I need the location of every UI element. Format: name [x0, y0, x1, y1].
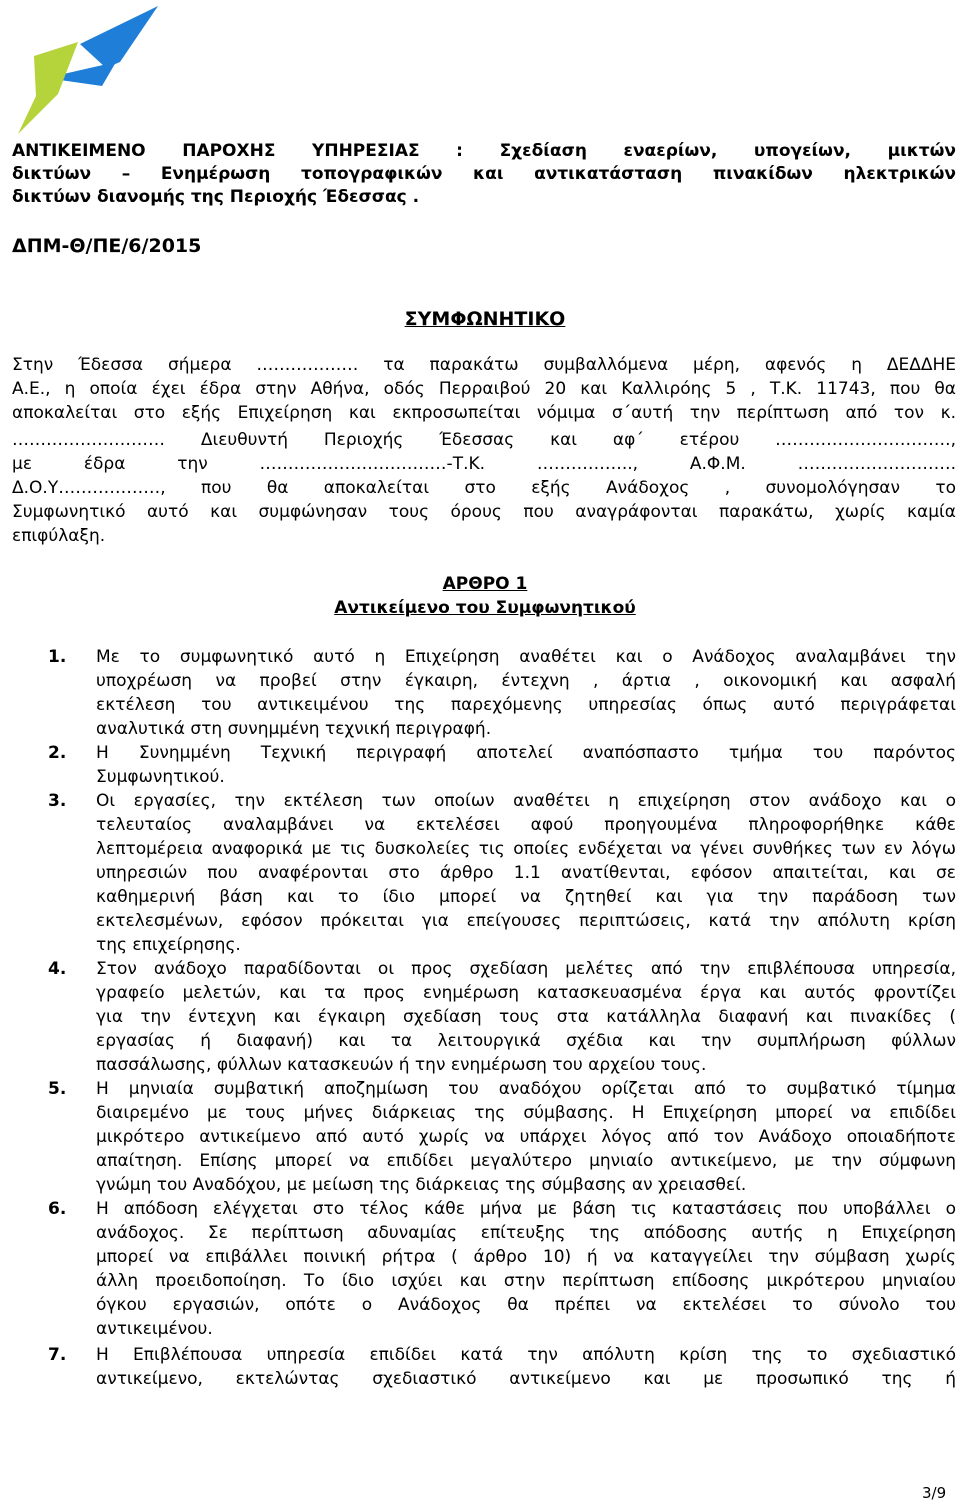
item-number: 6. [48, 1199, 67, 1219]
item-line: όγκου εργασιών, οπότε ο Ανάδοχος θα πρέπει να εκτελέσει το σύνολο του [96, 1295, 956, 1315]
subject-line: ΑΝΤΙΚΕΙΜΕΝΟ ΠΑΡΟΧΗΣ ΥΠΗΡΕΣΙΑΣ : Σχεδίαση εναερίων, υπογείων, μικτών [12, 141, 956, 161]
item-line: Η μηνιαία συμβατική αποζημίωση του αναδόχου ορίζεται από το συμβατικό τίμημα [96, 1079, 956, 1099]
item-number: 4. [48, 959, 67, 979]
intro-line: ……………………… Διευθυντή Περιοχής Έδεσσας και αφ΄ ετέρου …………………………., [12, 430, 956, 450]
brand-logo [12, 0, 162, 140]
item-line: αντικείμενο, εκτελώντας σχεδιαστικό αντικείμενο και με προσωπικό της ή [96, 1369, 956, 1389]
intro-line: επιφύλαξη. [12, 526, 106, 546]
item-line: λεπτομέρεια αναφορικά με τις δυσκολείες τις οποίες ενδέχεται να γένει συνθήκες των εν λόγω [96, 839, 956, 859]
item-line: διαιρεμένο με τους μήνες διάρκειας της σύμβασης. Η Επιχείρηση μπορεί να επιδίδει [96, 1103, 956, 1123]
item-line: μικρότερο αντικείμενο από αυτό χωρίς να υπάρχει λόγος από τον Ανάδοχο οποιαδήποτε [96, 1127, 956, 1147]
item-number: 5. [48, 1079, 67, 1099]
item-number: 2. [48, 743, 67, 763]
article-title: ΑΡΘΡΟ 1 [442, 574, 528, 594]
item-line: γραφείο μελετών, και τα προς ενημέρωση κατασκευασμένα έργα και αυτός φροντίζει [96, 983, 956, 1003]
subject-line: δικτύων – Ενημέρωση τοπογραφικών και αντικατάσταση πινακίδων ηλεκτρικών [12, 164, 956, 184]
item-line: ανάδοχος. Σε περίπτωση αδυναμίας επίτευξης της απόδοσης αυτής η Επιχείρηση [96, 1223, 956, 1243]
item-line: υπηρεσιών που αναφέρονται στο άρθρο 1.1 ανατίθενται, εφόσον απαιτείται, και σε [96, 863, 956, 883]
item-number: 1. [48, 647, 67, 667]
intro-line: με έδρα την ……………………………-Τ.Κ. …………….., Α.Φ.Μ. ………………………. [12, 454, 956, 474]
item-line: τελευταίος αναλαμβάνει να εκτελέσει αφού προηγουμένα πληροφορήθηκε κάθε [96, 815, 956, 835]
item-line: Στον ανάδοχο παραδίδονται οι προς σχεδίαση μελέτες από την επιβλέπουσα υπηρεσία, [96, 959, 956, 979]
article-subtitle: Αντικείμενο του Συμφωνητικού [334, 598, 636, 618]
item-line: της επιχείρησης. [96, 935, 241, 955]
item-line: Η Συνημμένη Τεχνική περιγραφή αποτελεί αναπόσπαστο τμήμα του παρόντος [96, 743, 956, 763]
intro-line: αποκαλείται στο εξής Επιχείρηση και εκπροσωπείται νόμιμα σ΄αυτή την περίπτωση από τον κ. [12, 403, 956, 423]
item-line: αναλυτικά στη συνημμένη τεχνική περιγραφή. [96, 719, 492, 739]
subject-line: δικτύων διανομής της Περιοχής Έδεσσας . [12, 187, 420, 207]
item-line: απαίτηση. Επίσης μπορεί να επιδίδει μεγαλύτερο μηνιαίο αντικείμενο, με την σύμφωνη [96, 1151, 956, 1171]
item-line: Με το συμφωνητικό αυτό η Επιχείρηση αναθέτει και ο Ανάδοχος αναλαμβάνει την [96, 647, 956, 667]
item-line: άλλη προειδοποίηση. Το ίδιο ισχύει και στην περίπτωση επίδοσης μικρότερου μηνιαίου [96, 1271, 956, 1291]
intro-line: Α.Ε., η οποία έχει έδρα στην Αθήνα, οδός Περραιβού 20 και Καλλιρόης 5 , Τ.Κ. 11743, που θα [12, 379, 956, 399]
reference-code: ΔΠΜ-Θ/ΠΕ/6/2015 [12, 235, 202, 257]
item-line: υποχρέωση να προβεί στην έγκαιρη, έντεχνη , άρτια , οικονομική και ασφαλή [96, 671, 956, 691]
intro-line: Συμφωνητικό αυτό και συμφώνησαν τους όρους που αναγράφονται παρακάτω, χωρίς καμία [12, 502, 956, 522]
item-number: 3. [48, 791, 67, 811]
contract-title: ΣΥΜΦΩΝΗΤΙΚΟ [404, 308, 566, 330]
page-number: 3/9 [922, 1484, 947, 1502]
intro-line: Στην Έδεσσα σήμερα ……………… τα παρακάτω συμβαλλόμενα μέρη, αφενός η ΔΕΔΔΗΕ [12, 355, 956, 375]
item-line: Οι εργασίες, την εκτέλεση των οποίων αναθέτει η επιχείρηση στον ανάδοχο και ο [96, 791, 956, 811]
item-number: 7. [48, 1345, 67, 1365]
item-line: μπορεί να επιβάλλει ποινική ρήτρα ( άρθρο 10) ή να καταγγείλει την σύμβαση χωρίς [96, 1247, 956, 1267]
item-line: γνώμη του Αναδόχου, με μείωση της διάρκειας της σύμβασης αν χρειασθεί. [96, 1175, 747, 1195]
item-line: Συμφωνητικού. [96, 767, 225, 787]
item-line: πασσάλωσης, φύλλων κατασκευών ή την ενημέρωση του αρχείου τους. [96, 1055, 707, 1075]
item-line: Η Επιβλέπουσα υπηρεσία επιδίδει κατά την απόλυτη κρίση της το σχεδιαστικό [96, 1345, 956, 1365]
item-line: καθημερινή βάση και το ίδιο μπορεί να ζητηθεί και για την παράδοση των [96, 887, 956, 907]
item-line: εργασίας ή διαφανή) και τα λειτουργικά σχέδια και την συμπλήρωση φύλλων [96, 1031, 956, 1051]
item-line: εκτελεσμένων, εφόσον πρόκειται για επείγουσες περιπτώσεις, κατά την απόλυτη κρίση [96, 911, 956, 931]
item-line: Η απόδοση ελέγχεται στο τέλος κάθε μήνα με βάση τις καταστάσεις που υποβάλλει ο [96, 1199, 956, 1219]
item-line: αντικειμένου. [96, 1319, 213, 1339]
intro-line: Δ.Ο.Υ………………, που θα αποκαλείται στο εξής Ανάδοχος , συνομολόγησαν το [12, 478, 956, 498]
item-line: για την έντεχνη και έγκαιρη σχεδίαση τους στα κατάλληλα διαφανή και πινακίδες ( [96, 1007, 956, 1027]
item-line: εκτέλεση του αντικειμένου της παρεχόμενης υπηρεσίας όπως αυτό περιγράφεται [96, 695, 956, 715]
